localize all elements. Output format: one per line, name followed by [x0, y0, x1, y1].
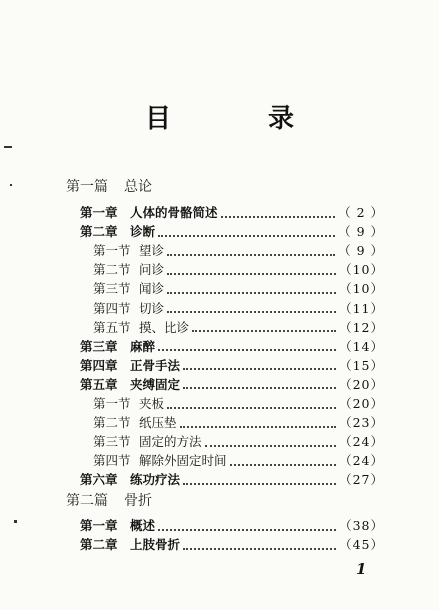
- toc-entry-page: （20）: [339, 376, 384, 392]
- dot-leader: [167, 302, 336, 313]
- toc-entry-number: 第四章: [80, 357, 118, 373]
- toc-section-row: [93, 451, 384, 471]
- toc-entry-page: （15）: [339, 357, 384, 373]
- toc-entry-number: 第一章: [80, 205, 118, 220]
- toc-entry-title: 切诊: [139, 300, 165, 316]
- toc-entry-number: 第一节: [93, 243, 131, 259]
- part-title: 总论: [124, 179, 152, 195]
- toc-entry-title: 练功疗法: [130, 472, 181, 488]
- dot-leader: [183, 378, 336, 389]
- toc-section-row: [93, 299, 384, 319]
- toc-entry-page: （12）: [339, 319, 384, 335]
- toc-entry-title: 问诊: [139, 262, 165, 278]
- toc-entry-title: 夹板: [139, 396, 165, 411]
- toc-entry-title: 夹缚固定: [130, 376, 181, 392]
- toc-chapter-row: [80, 516, 384, 536]
- toc-chapter-row: [80, 222, 384, 242]
- dot-leader: [158, 226, 335, 237]
- page-title: 目 录: [144, 104, 339, 134]
- part-heading-1: [66, 176, 152, 196]
- toc-entry-title: 诊断: [130, 224, 156, 240]
- dot-leader: [158, 520, 336, 531]
- part-number: 第二篇: [66, 493, 108, 509]
- dot-leader: [192, 321, 336, 332]
- toc-entry-page: （ 9 ）: [338, 243, 384, 259]
- part-number: 第一篇: [66, 179, 108, 195]
- toc-entry-title: 望诊: [139, 243, 165, 259]
- dot-leader: [180, 417, 337, 428]
- toc-entry-page: （24）: [339, 453, 384, 469]
- toc-entry-title: 人体的骨骼简述: [130, 205, 218, 220]
- toc-entry-page: （27）: [339, 472, 384, 488]
- toc-entry-page: （20）: [339, 396, 384, 411]
- toc-section-row: [93, 260, 384, 280]
- toc-chapter-row: [80, 470, 384, 490]
- toc-chapter-row: [80, 535, 384, 555]
- toc-entry-page: （38）: [339, 518, 384, 533]
- toc-entry-number: 第四节: [93, 300, 131, 316]
- toc-entry-number: 第一节: [93, 396, 131, 411]
- toc-section-row: [93, 318, 384, 338]
- dot-leader: [221, 207, 336, 218]
- toc-entry-title: 麻醉: [130, 338, 156, 354]
- scan-mark: [14, 520, 17, 523]
- toc-entry-page: （23）: [339, 415, 384, 431]
- scan-mark: [4, 146, 12, 148]
- toc-section-row: [93, 241, 384, 261]
- toc-entry-title: 解除外固定时间: [139, 453, 227, 469]
- toc-entry-number: 第二节: [93, 262, 131, 278]
- toc-entry-page: （10）: [339, 281, 384, 297]
- toc-entry-page: （24）: [339, 434, 384, 450]
- toc-entry-title: 摸、比诊: [139, 319, 190, 335]
- part-title: 骨折: [124, 493, 152, 509]
- toc-entry-title: 正骨手法: [130, 357, 181, 373]
- toc-entry-number: 第二章: [80, 224, 118, 240]
- toc-entry-number: 第五章: [80, 376, 118, 392]
- toc-entry-number: 第一章: [80, 518, 118, 533]
- toc-entry-page: （ 2 ）: [338, 205, 384, 220]
- toc-entry-number: 第六章: [80, 472, 118, 488]
- toc-chapter-row: [80, 356, 384, 376]
- toc-entry-number: 第二节: [93, 415, 131, 431]
- toc-chapter-row: [80, 375, 384, 395]
- toc-entry-number: 第五节: [93, 319, 131, 335]
- toc-entry-page: （45）: [339, 537, 384, 553]
- dot-leader: [183, 539, 336, 550]
- toc-entry-title: 闻诊: [139, 281, 165, 297]
- dot-leader: [167, 264, 336, 275]
- toc-entry-page: （10）: [339, 262, 384, 278]
- toc-entry-number: 第三节: [93, 281, 131, 297]
- dot-leader: [158, 340, 336, 351]
- toc-chapter-row: [80, 203, 384, 223]
- toc-entry-number: 第三章: [80, 338, 118, 354]
- toc-entry-title: 纸压垫: [139, 415, 177, 431]
- toc-section-row: [93, 432, 384, 452]
- dot-leader: [183, 359, 336, 370]
- toc-entry-title: 上肢骨折: [130, 537, 181, 553]
- toc-entry-number: 第四节: [93, 453, 131, 469]
- dot-leader: [167, 283, 336, 294]
- part-heading-2: [66, 490, 152, 510]
- toc-entry-page: （ 9 ）: [338, 224, 384, 240]
- toc-entry-number: 第二章: [80, 537, 118, 553]
- dot-leader: [183, 474, 336, 485]
- toc-section-row: [93, 279, 384, 299]
- page-number: 1: [356, 560, 367, 578]
- toc-section-row: [93, 394, 384, 414]
- toc-chapter-row: [80, 337, 384, 357]
- toc-entry-title: 概述: [130, 518, 156, 533]
- toc-entry-number: 第三节: [93, 434, 131, 450]
- dot-leader: [205, 436, 337, 447]
- dot-leader: [230, 455, 337, 466]
- toc-section-row: [93, 413, 384, 433]
- toc-entry-page: （14）: [339, 338, 384, 354]
- dot-leader: [167, 245, 335, 256]
- toc-entry-page: （11）: [339, 300, 384, 316]
- dot-leader: [167, 398, 336, 409]
- scan-mark: [10, 184, 12, 186]
- toc-entry-title: 固定的方法: [139, 434, 202, 450]
